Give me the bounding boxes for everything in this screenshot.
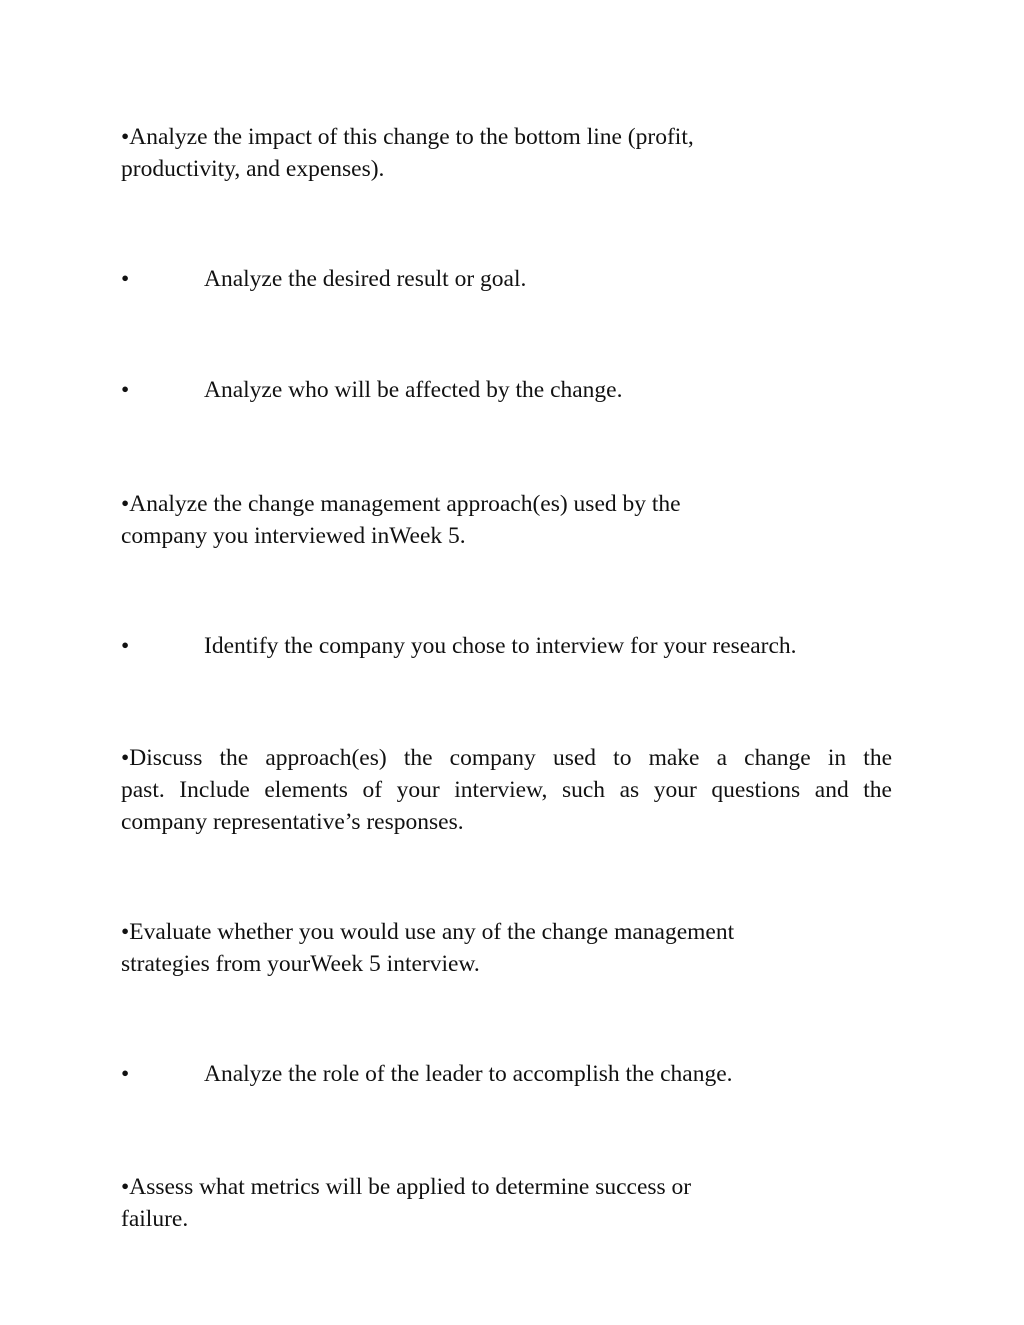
item-text: Identify the company you chose to interview for your research. (204, 633, 797, 659)
item-line: company representative’s responses. (121, 809, 464, 835)
bullet-item-affected-parties (121, 374, 622, 406)
bullet-item-impact-analysis (121, 121, 694, 185)
bullet-item-change-approach (121, 488, 681, 552)
bullet-marker: • (121, 377, 130, 403)
item-line: past. Include elements of your interview, such as your questions and the (121, 777, 892, 803)
bullet-item-desired-result (121, 263, 526, 295)
item-line: strategies from yourWeek 5 interview. (121, 951, 480, 977)
item-line: company you interviewed inWeek 5. (121, 523, 466, 549)
bullet-marker: • (121, 633, 130, 659)
item-line: productivity, and expenses). (121, 156, 385, 182)
bullet-item-metrics (121, 1171, 691, 1235)
item-line: failure. (121, 1206, 189, 1232)
bullet-item-evaluate-strategies (121, 916, 734, 980)
bullet-item-discuss-approach (121, 742, 892, 838)
item-line: •Analyze the impact of this change to the bottom line (profit, (121, 124, 694, 150)
item-text: Analyze the role of the leader to accomplish the change. (204, 1061, 733, 1087)
item-text: Analyze the desired result or goal. (204, 266, 527, 292)
bullet-item-leader-role (121, 1058, 733, 1090)
item-text: Analyze who will be affected by the change. (204, 377, 623, 403)
bullet-marker: • (121, 266, 130, 292)
item-line: •Analyze the change management approach(es) used by the (121, 491, 681, 517)
item-line: •Evaluate whether you would use any of the change management (121, 919, 735, 945)
bullet-item-identify-company (121, 630, 797, 662)
item-line: •Discuss the approach(es) the company used to make a change in the (121, 745, 892, 771)
bullet-marker: • (121, 1061, 130, 1087)
item-line: •Assess what metrics will be applied to determine success or (121, 1174, 692, 1200)
